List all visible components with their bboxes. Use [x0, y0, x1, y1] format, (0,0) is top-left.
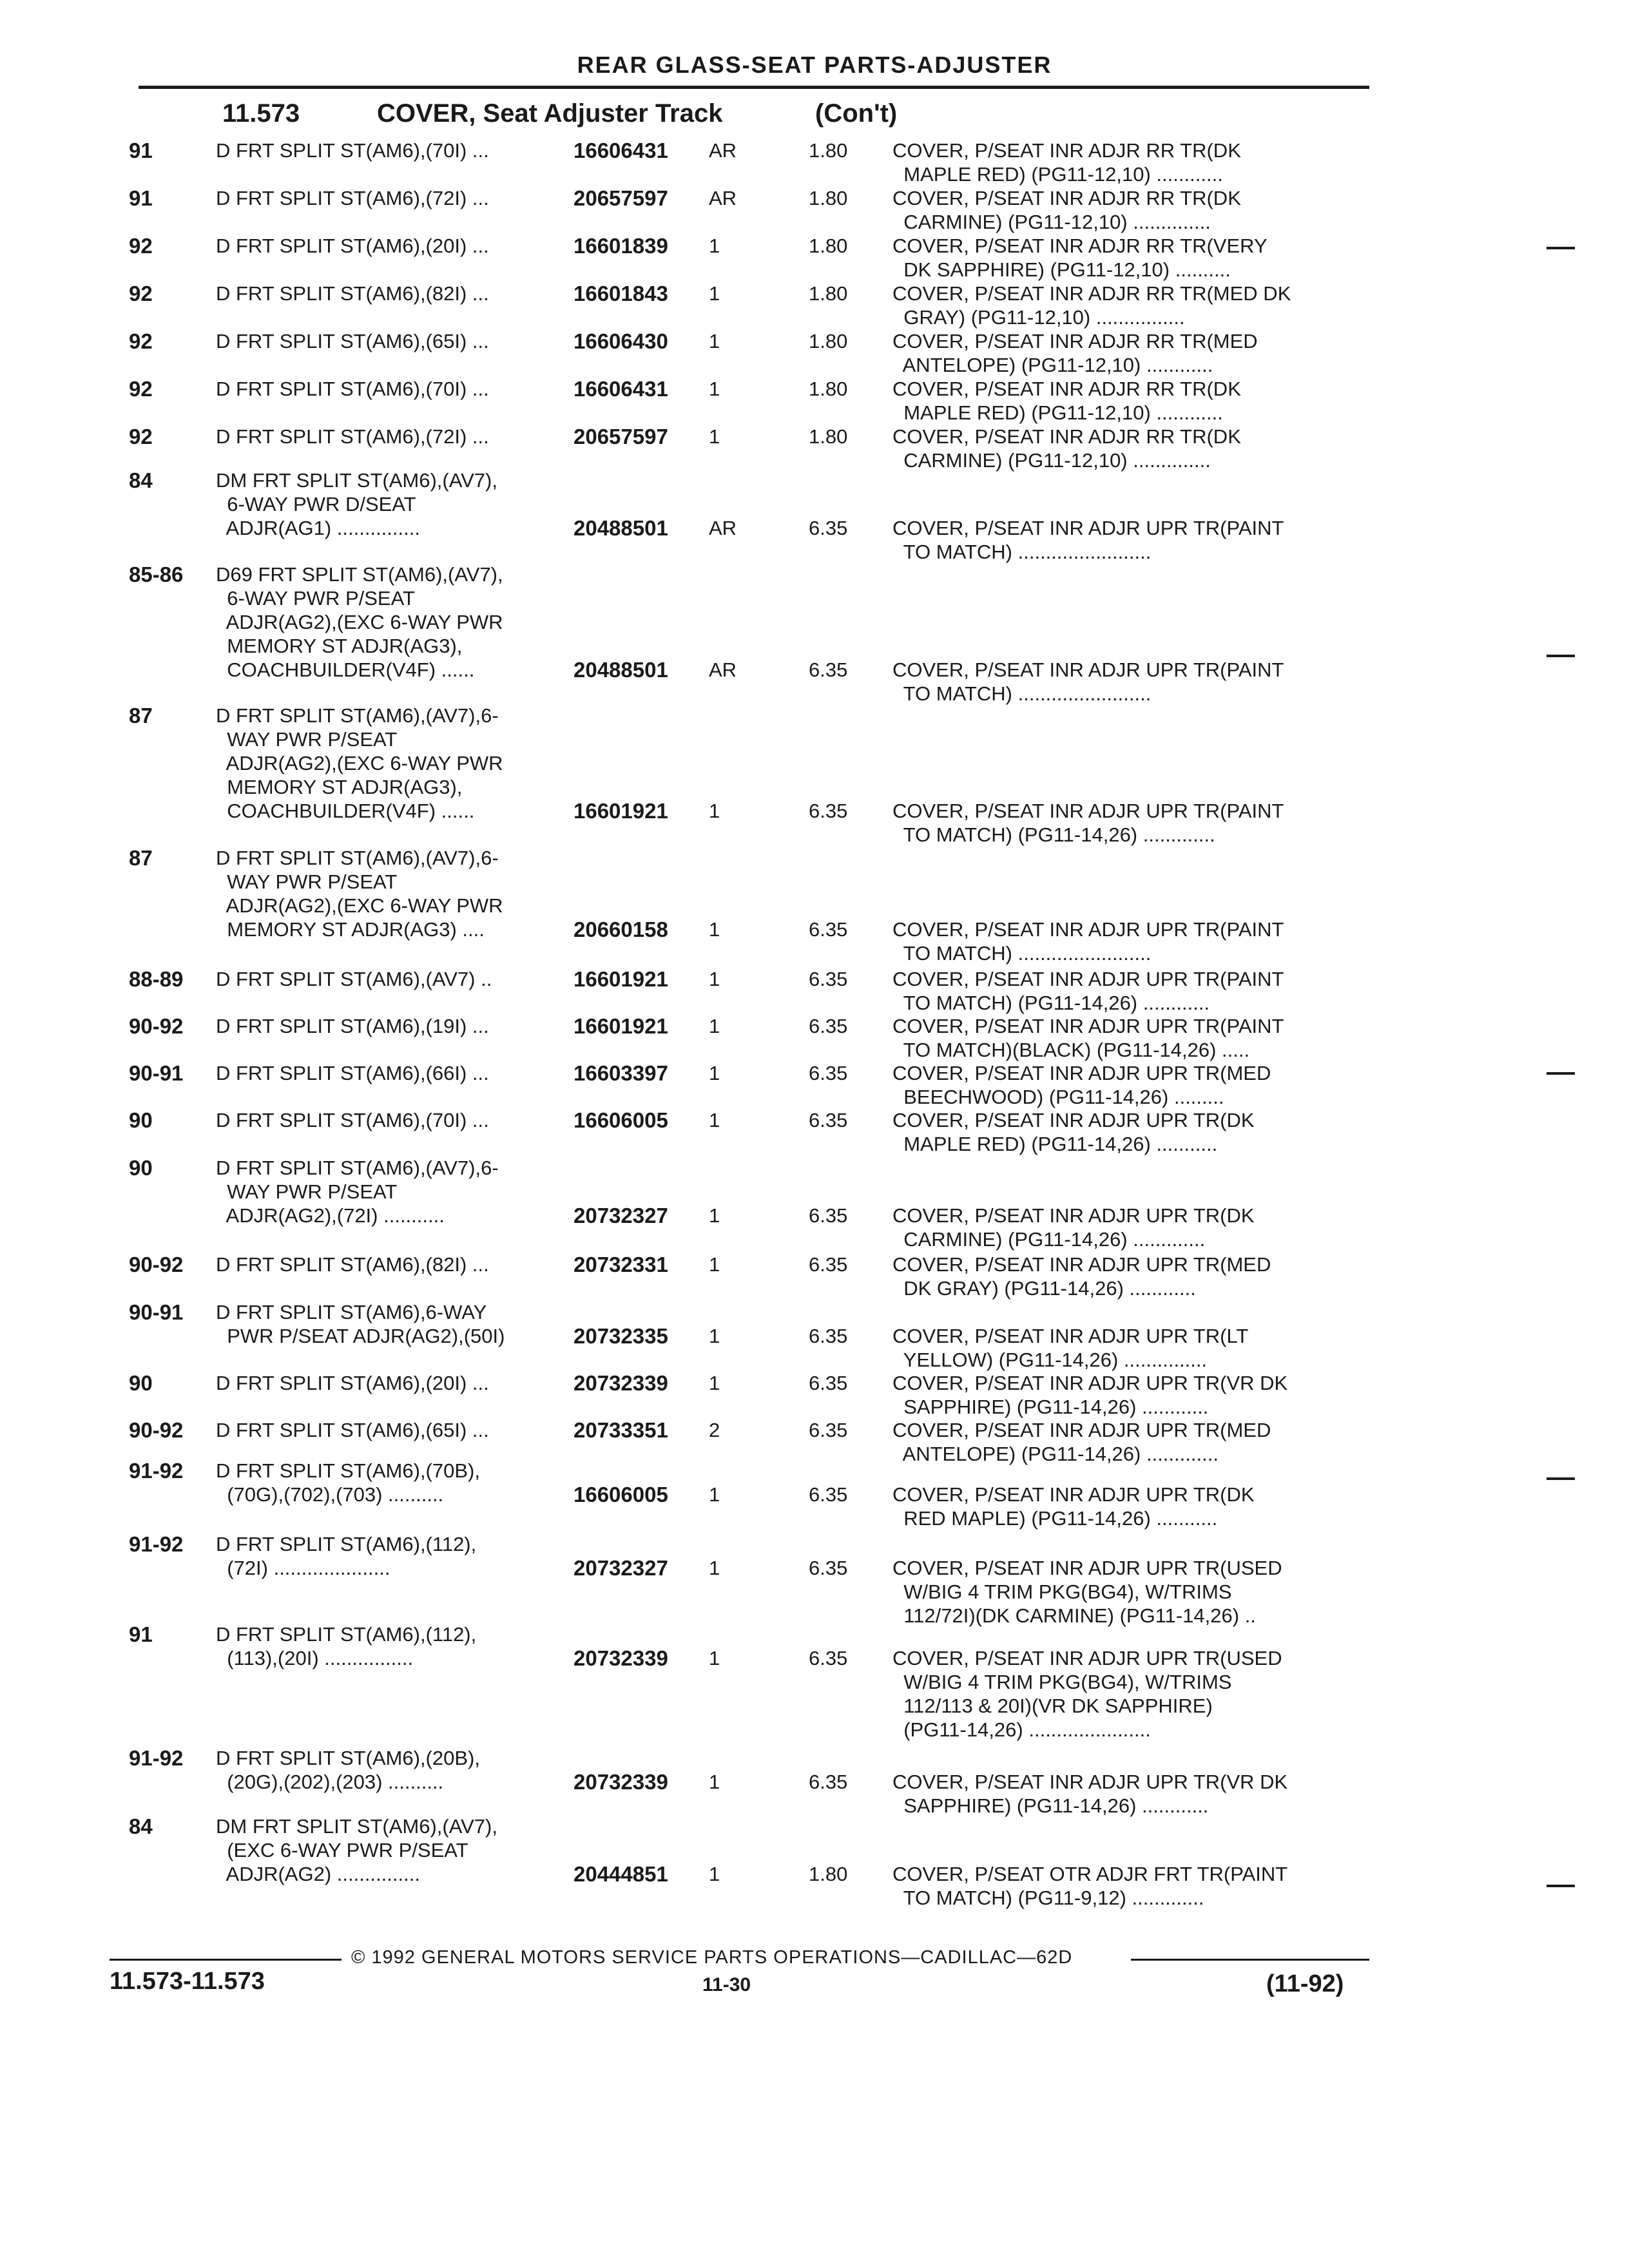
- application-description: [216, 1459, 577, 1483]
- quantity: 1: [709, 235, 720, 257]
- part-number: 16601839: [574, 234, 668, 258]
- model-year: 92: [129, 282, 153, 305]
- quantity: 1: [709, 1325, 720, 1347]
- part-description: [892, 377, 1369, 425]
- description-line: WAY PWR P/SEAT: [216, 1180, 398, 1203]
- description-line: D FRT SPLIT ST(AM6),(AV7),6-: [216, 847, 499, 869]
- quantity: 1: [709, 1204, 720, 1227]
- quantity: 1: [709, 1015, 720, 1037]
- quantity: 1: [709, 1647, 720, 1669]
- part-description: [892, 234, 1369, 282]
- description-line: (72I) .....................: [216, 1557, 390, 1579]
- price: 6.35: [809, 968, 848, 990]
- quantity: 1: [709, 1863, 720, 1885]
- part-description: [892, 1204, 1369, 1251]
- part-description-line: COVER, P/SEAT INR ADJR UPR TR(PAINT: [892, 1015, 1284, 1037]
- description-line: (113),(20I) ................: [216, 1647, 414, 1669]
- part-number: 20732331: [574, 1253, 668, 1276]
- section-continued: (Con't): [815, 99, 898, 128]
- description-line: 6-WAY PWR D/SEAT: [216, 493, 416, 515]
- application-description: [216, 1746, 577, 1770]
- part-description-line: TO MATCH) (PG11-14,26) ............: [892, 992, 1210, 1014]
- quantity: 1: [709, 1483, 720, 1506]
- section-name: COVER, Seat Adjuster Track: [377, 99, 723, 128]
- part-number: 16603397: [574, 1061, 668, 1085]
- description-line: D FRT SPLIT ST(AM6),(AV7),6-: [216, 704, 499, 727]
- price: 6.35: [809, 1204, 848, 1227]
- part-description: [892, 1862, 1369, 1910]
- price: 6.35: [809, 1647, 848, 1669]
- part-description: [892, 1418, 1369, 1466]
- price: 6.35: [809, 658, 848, 681]
- part-description-line: COVER, P/SEAT INR ADJR UPR TR(VR DK: [892, 1372, 1288, 1394]
- part-description-line: COVER, P/SEAT INR ADJR RR TR(MED DK: [892, 282, 1291, 305]
- part-description-line: SAPPHIRE) (PG11-14,26) ............: [892, 1396, 1209, 1418]
- part-description-line: COVER, P/SEAT INR ADJR UPR TR(PAINT: [892, 517, 1284, 539]
- part-description-line: YELLOW) (PG11-14,26) ...............: [892, 1349, 1208, 1371]
- part-description-line: DK GRAY) (PG11-14,26) ............: [892, 1277, 1196, 1300]
- price: 1.80: [809, 235, 848, 257]
- quantity: 1: [709, 1771, 720, 1793]
- part-description-line: TO MATCH) ........................: [892, 541, 1152, 563]
- price: 6.35: [809, 1419, 848, 1441]
- part-description-line: W/BIG 4 TRIM PKG(BG4), W/TRIMS: [892, 1581, 1232, 1603]
- description-line: ADJR(AG1) ...............: [216, 517, 420, 539]
- part-description-line: COVER, P/SEAT INR ADJR UPR TR(DK: [892, 1204, 1255, 1227]
- description-line: (70G),(702),(703) ..........: [216, 1483, 444, 1506]
- model-year: 90: [129, 1156, 153, 1180]
- part-description-line: CARMINE) (PG11-12,10) ..............: [892, 211, 1211, 233]
- description-line: ADJR(AG2),(EXC 6-WAY PWR: [216, 894, 503, 917]
- part-number: 16601921: [574, 967, 668, 991]
- model-year: 90-91: [129, 1061, 184, 1085]
- price: 6.35: [809, 1771, 848, 1793]
- price: 1.80: [809, 1863, 848, 1885]
- model-year: 90: [129, 1108, 153, 1132]
- part-number: 20657597: [574, 186, 668, 210]
- price: 6.35: [809, 1325, 848, 1347]
- part-description-line: COVER, P/SEAT INR ADJR RR TR(DK: [892, 139, 1241, 162]
- part-description-line: COVER, P/SEAT INR ADJR UPR TR(VR DK: [892, 1771, 1288, 1793]
- price: 1.80: [809, 378, 848, 400]
- part-description-line: COVER, P/SEAT INR ADJR UPR TR(MED: [892, 1253, 1271, 1276]
- price: 1.80: [809, 330, 848, 352]
- description-line: (20G),(202),(203) ..........: [216, 1771, 444, 1793]
- part-description-line: COVER, P/SEAT INR ADJR UPR TR(PAINT: [892, 968, 1284, 990]
- part-description-line: COVER, P/SEAT INR ADJR UPR TR(PAINT: [892, 918, 1284, 941]
- part-description-line: BEECHWOOD) (PG11-14,26) .........: [892, 1086, 1224, 1108]
- description-line: D FRT SPLIT ST(AM6),(82I) ...: [216, 282, 489, 305]
- part-description-line: MAPLE RED) (PG11-12,10) ............: [892, 401, 1223, 424]
- quantity: 1: [709, 1062, 720, 1084]
- description-line: 6-WAY PWR P/SEAT: [216, 587, 415, 610]
- description-line: ADJR(AG2),(EXC 6-WAY PWR: [216, 611, 503, 633]
- quantity: AR: [709, 139, 737, 162]
- part-description-line: COVER, P/SEAT INR ADJR RR TR(DK: [892, 187, 1241, 209]
- margin-mark: [1547, 1885, 1575, 1887]
- part-description-line: ANTELOPE) (PG11-14,26) .............: [892, 1443, 1219, 1465]
- price: 6.35: [809, 1483, 848, 1506]
- description-line: WAY PWR P/SEAT: [216, 870, 398, 893]
- part-number: 16601843: [574, 282, 668, 305]
- model-year: 87: [129, 704, 153, 727]
- price: 1.80: [809, 139, 848, 162]
- part-description: [892, 186, 1369, 234]
- part-number: 20488501: [574, 516, 668, 540]
- model-year: 85-86: [129, 562, 184, 586]
- application-description: [216, 468, 577, 516]
- part-description-line: TO MATCH) (PG11-14,26) .............: [892, 823, 1215, 846]
- part-number: 16606431: [574, 139, 668, 162]
- part-description-line: TO MATCH) ........................: [892, 682, 1152, 705]
- margin-mark: [1547, 1072, 1575, 1075]
- part-description: [892, 1253, 1369, 1300]
- part-description-line: COVER, P/SEAT INR ADJR UPR TR(PAINT: [892, 800, 1284, 822]
- price: 6.35: [809, 1253, 848, 1276]
- part-description: [892, 282, 1369, 329]
- part-description: [892, 1324, 1369, 1372]
- description-line: D FRT SPLIT ST(AM6),(65I) ...: [216, 1419, 489, 1441]
- part-description: [892, 658, 1369, 706]
- quantity: 1: [709, 1557, 720, 1579]
- part-description: [892, 918, 1369, 965]
- price: 6.35: [809, 1557, 848, 1579]
- price: 6.35: [809, 1062, 848, 1084]
- price: 6.35: [809, 1372, 848, 1394]
- part-description-line: W/BIG 4 TRIM PKG(BG4), W/TRIMS: [892, 1671, 1232, 1693]
- part-description-line: TO MATCH) (PG11-9,12) .............: [892, 1887, 1204, 1909]
- part-description: [892, 1014, 1369, 1062]
- part-description-line: COVER, P/SEAT INR ADJR UPR TR(DK: [892, 1483, 1255, 1506]
- description-line: D FRT SPLIT ST(AM6),(66I) ...: [216, 1062, 489, 1084]
- part-number: 20660158: [574, 918, 668, 941]
- part-description-line: GRAY) (PG11-12,10) ................: [892, 306, 1185, 329]
- part-description: [892, 1108, 1369, 1156]
- description-line: D FRT SPLIT ST(AM6),(20B),: [216, 1747, 480, 1769]
- part-description-line: COVER, P/SEAT INR ADJR RR TR(VERY: [892, 235, 1268, 257]
- description-line: D FRT SPLIT ST(AM6),(70I) ...: [216, 378, 489, 400]
- part-description-line: 112/113 & 20I)(VR DK SAPPHIRE): [892, 1695, 1213, 1717]
- part-description: [892, 1371, 1369, 1419]
- application-description: [216, 562, 577, 658]
- quantity: 1: [709, 800, 720, 822]
- quantity: 2: [709, 1419, 720, 1441]
- description-line: D FRT SPLIT ST(AM6),(AV7),6-: [216, 1157, 499, 1179]
- part-description-line: COVER, P/SEAT INR ADJR UPR TR(DK: [892, 1109, 1255, 1131]
- part-description-line: COVER, P/SEAT INR ADJR UPR TR(USED: [892, 1557, 1282, 1579]
- part-description-line: ANTELOPE) (PG11-12,10) ............: [892, 354, 1213, 376]
- quantity: 1: [709, 425, 720, 448]
- description-line: D FRT SPLIT ST(AM6),(65I) ...: [216, 330, 489, 352]
- application-description: [216, 846, 577, 918]
- quantity: 1: [709, 1372, 720, 1394]
- description-line: D FRT SPLIT ST(AM6),(112),: [216, 1623, 477, 1646]
- description-line: D FRT SPLIT ST(AM6),(20I) ...: [216, 1372, 489, 1394]
- model-year: 91: [129, 139, 153, 162]
- part-description-line: 112/72I)(DK CARMINE) (PG11-14,26) ..: [892, 1604, 1256, 1627]
- description-line: D69 FRT SPLIT ST(AM6),(AV7),: [216, 563, 503, 586]
- application-description: [216, 1814, 577, 1862]
- model-year: 90-92: [129, 1253, 184, 1276]
- price: 6.35: [809, 918, 848, 941]
- description-line: D FRT SPLIT ST(AM6),(20I) ...: [216, 235, 489, 257]
- part-number: 20732335: [574, 1324, 668, 1348]
- footer-rule-left: [110, 1959, 342, 1961]
- description-line: ADJR(AG2),(72I) ...........: [216, 1204, 445, 1227]
- part-description: [892, 967, 1369, 1015]
- part-description-line: COVER, P/SEAT INR ADJR UPR TR(PAINT: [892, 658, 1284, 681]
- quantity: 1: [709, 918, 720, 941]
- part-description: [892, 1646, 1369, 1742]
- part-number: 20732327: [574, 1204, 668, 1227]
- quantity: 1: [709, 1253, 720, 1276]
- price: 6.35: [809, 517, 848, 539]
- quantity: 1: [709, 1109, 720, 1131]
- description-line: MEMORY ST ADJR(AG3),: [216, 776, 463, 798]
- part-description: [892, 1770, 1369, 1818]
- part-description-line: (PG11-14,26) ......................: [892, 1718, 1151, 1741]
- part-description-line: SAPPHIRE) (PG11-14,26) ............: [892, 1794, 1209, 1817]
- part-description: [892, 799, 1369, 847]
- model-year: 92: [129, 377, 153, 401]
- quantity: 1: [709, 968, 720, 990]
- part-number: 20732339: [574, 1770, 668, 1794]
- part-number: 16606005: [574, 1483, 668, 1506]
- price: 6.35: [809, 1109, 848, 1131]
- description-line: DM FRT SPLIT ST(AM6),(AV7),: [216, 469, 497, 492]
- description-line: D FRT SPLIT ST(AM6),(72I) ...: [216, 187, 489, 209]
- model-year: 92: [129, 234, 153, 258]
- description-line: D FRT SPLIT ST(AM6),(70B),: [216, 1459, 480, 1482]
- price: 1.80: [809, 187, 848, 209]
- application-description: [216, 1156, 577, 1204]
- margin-mark: [1547, 655, 1575, 657]
- part-description-line: COVER, P/SEAT INR ADJR RR TR(DK: [892, 425, 1241, 448]
- model-year: 87: [129, 846, 153, 870]
- model-year: 91: [129, 186, 153, 210]
- model-year: 90: [129, 1371, 153, 1395]
- model-year: 88-89: [129, 967, 184, 991]
- price: 1.80: [809, 425, 848, 448]
- part-number: 20733351: [574, 1418, 668, 1442]
- description-line: ADJR(AG2) ...............: [216, 1863, 420, 1885]
- part-description: [892, 1556, 1369, 1628]
- part-description-line: CARMINE) (PG11-12,10) ..............: [892, 449, 1211, 472]
- application-description: [216, 1300, 577, 1324]
- quantity: AR: [709, 517, 737, 539]
- description-line: (EXC 6-WAY PWR P/SEAT: [216, 1839, 468, 1861]
- quantity: 1: [709, 282, 720, 305]
- description-line: COACHBUILDER(V4F) ......: [216, 800, 475, 822]
- description-line: D FRT SPLIT ST(AM6),(70I) ...: [216, 139, 489, 162]
- part-description-line: DK SAPPHIRE) (PG11-12,10) ..........: [892, 258, 1231, 281]
- part-description-line: RED MAPLE) (PG11-14,26) ...........: [892, 1507, 1218, 1530]
- part-number: 20732339: [574, 1371, 668, 1395]
- part-description-line: TO MATCH)(BLACK) (PG11-14,26) .....: [892, 1039, 1250, 1061]
- application-description: [216, 1532, 577, 1556]
- footer-copyright: © 1992 GENERAL MOTORS SERVICE PARTS OPERATIONS—CADILLAC—62D: [351, 1947, 1073, 1968]
- page-title: REAR GLASS-SEAT PARTS-ADJUSTER: [577, 52, 1052, 78]
- part-description-line: COVER, P/SEAT OTR ADJR FRT TR(PAINT: [892, 1863, 1288, 1885]
- part-number: 20488501: [574, 658, 668, 682]
- model-year: 91: [129, 1622, 153, 1646]
- part-description-line: COVER, P/SEAT INR ADJR RR TR(DK: [892, 378, 1241, 400]
- section-code: 11.573: [222, 99, 300, 128]
- footer-rule-right: [1131, 1959, 1369, 1961]
- description-line: D FRT SPLIT ST(AM6),(72I) ...: [216, 425, 489, 448]
- part-description: [892, 1061, 1369, 1109]
- quantity: AR: [709, 187, 737, 209]
- description-line: MEMORY ST ADJR(AG3) ....: [216, 918, 485, 941]
- description-line: DM FRT SPLIT ST(AM6),(AV7),: [216, 1815, 497, 1838]
- model-year: 91-92: [129, 1459, 184, 1483]
- model-year: 84: [129, 468, 153, 492]
- application-description: [216, 1622, 577, 1646]
- part-number: 16601921: [574, 799, 668, 823]
- part-number: 20657597: [574, 425, 668, 448]
- part-description: [892, 516, 1369, 564]
- part-number: 20444851: [574, 1862, 668, 1886]
- part-number: 16606005: [574, 1108, 668, 1132]
- description-line: D FRT SPLIT ST(AM6),(112),: [216, 1533, 477, 1555]
- footer-revision: (11-92): [1266, 1970, 1344, 1997]
- model-year: 90-92: [129, 1014, 184, 1038]
- footer-page-number: 11-30: [702, 1974, 751, 1995]
- part-description-line: TO MATCH) ........................: [892, 942, 1152, 965]
- application-description: [216, 704, 577, 799]
- model-year: 91-92: [129, 1532, 184, 1556]
- part-description-line: COVER, P/SEAT INR ADJR UPR TR(MED: [892, 1062, 1271, 1084]
- part-description-line: COVER, P/SEAT INR ADJR UPR TR(LT: [892, 1325, 1249, 1347]
- margin-mark: [1547, 247, 1575, 249]
- description-line: D FRT SPLIT ST(AM6),(19I) ...: [216, 1015, 489, 1037]
- part-number: 16606430: [574, 329, 668, 353]
- description-line: D FRT SPLIT ST(AM6),(82I) ...: [216, 1253, 489, 1276]
- description-line: PWR P/SEAT ADJR(AG2),(50I): [216, 1325, 505, 1347]
- part-description: [892, 329, 1369, 377]
- description-line: D FRT SPLIT ST(AM6),(70I) ...: [216, 1109, 489, 1131]
- description-line: D FRT SPLIT ST(AM6),6-WAY: [216, 1301, 487, 1323]
- description-line: MEMORY ST ADJR(AG3),: [216, 635, 463, 657]
- footer-section-range: 11.573-11.573: [110, 1968, 265, 1995]
- quantity: 1: [709, 330, 720, 352]
- quantity: 1: [709, 378, 720, 400]
- price: 1.80: [809, 282, 848, 305]
- model-year: 84: [129, 1814, 153, 1838]
- model-year: 92: [129, 425, 153, 448]
- part-description-line: MAPLE RED) (PG11-12,10) ............: [892, 163, 1223, 186]
- quantity: AR: [709, 658, 737, 681]
- part-description-line: MAPLE RED) (PG11-14,26) ...........: [892, 1133, 1218, 1155]
- description-line: WAY PWR P/SEAT: [216, 728, 398, 751]
- model-year: 90-92: [129, 1418, 184, 1442]
- part-description: [892, 425, 1369, 472]
- description-line: ADJR(AG2),(EXC 6-WAY PWR: [216, 752, 503, 774]
- model-year: 90-91: [129, 1300, 184, 1324]
- price: 6.35: [809, 800, 848, 822]
- part-number: 16601921: [574, 1014, 668, 1038]
- part-description-line: CARMINE) (PG11-14,26) .............: [892, 1228, 1206, 1251]
- part-description: [892, 1483, 1369, 1530]
- price: 6.35: [809, 1015, 848, 1037]
- part-description: [892, 139, 1369, 186]
- model-year: 92: [129, 329, 153, 353]
- part-number: 20732327: [574, 1556, 668, 1580]
- description-line: COACHBUILDER(V4F) ......: [216, 658, 475, 681]
- part-description-line: COVER, P/SEAT INR ADJR UPR TR(USED: [892, 1647, 1282, 1669]
- margin-mark: [1547, 1477, 1575, 1480]
- part-number: 16606431: [574, 377, 668, 401]
- part-number: 20732339: [574, 1646, 668, 1670]
- description-line: D FRT SPLIT ST(AM6),(AV7) ..: [216, 968, 492, 990]
- model-year: 91-92: [129, 1746, 184, 1770]
- part-description-line: COVER, P/SEAT INR ADJR UPR TR(MED: [892, 1419, 1271, 1441]
- part-description-line: COVER, P/SEAT INR ADJR RR TR(MED: [892, 330, 1258, 352]
